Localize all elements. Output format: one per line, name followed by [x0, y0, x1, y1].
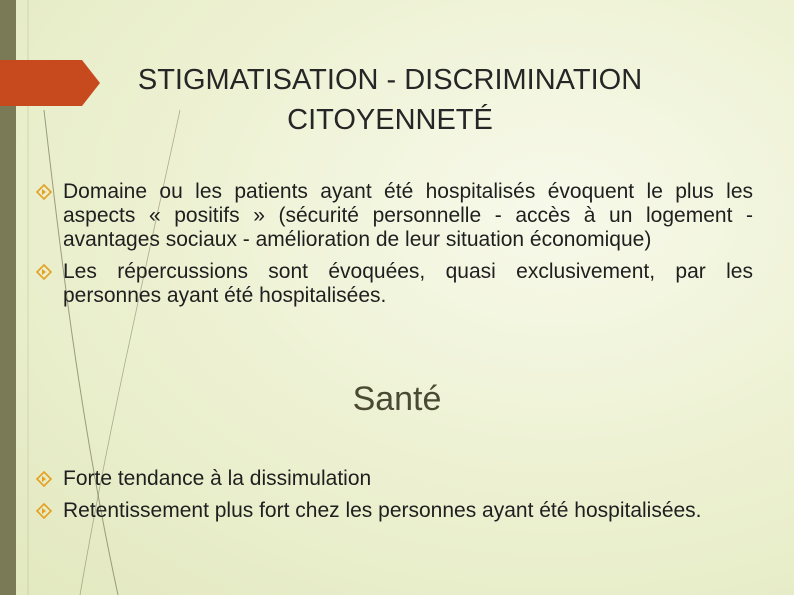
section-heading-sante: Santé	[352, 380, 442, 418]
title-line-1: STIGMATISATION - DISCRIMINATION	[137, 64, 643, 96]
diamond-arrow-icon	[36, 264, 52, 280]
diamond-arrow-icon	[36, 184, 52, 200]
bullet-list-health	[36, 467, 753, 531]
list-item	[36, 467, 753, 491]
list-item-text: Les répercussions sont évoquées, quasi exclusivement, par les personnes ayant été hospitalisées.	[63, 260, 753, 307]
list-item	[36, 180, 753, 252]
list-item-text: Forte tendance à la dissimulation	[63, 467, 372, 490]
title-line-2: CITOYENNETÉ	[287, 104, 493, 136]
slide-title	[40, 60, 740, 140]
diamond-arrow-icon	[36, 503, 52, 519]
diamond-arrow-icon	[36, 471, 52, 487]
list-item-text: Domaine ou les patients ayant été hospitalisés évoquent le plus les aspects « positifs » (sécurité personnelle - accès à un logement - avantages sociaux - amélioration de leur situation économique)	[63, 180, 753, 251]
list-item	[36, 499, 753, 523]
list-item-text: Retentissement plus fort chez les personnes ayant été hospitalisées.	[63, 499, 702, 522]
list-item	[36, 260, 753, 308]
bullet-list-citizenship	[36, 180, 753, 316]
